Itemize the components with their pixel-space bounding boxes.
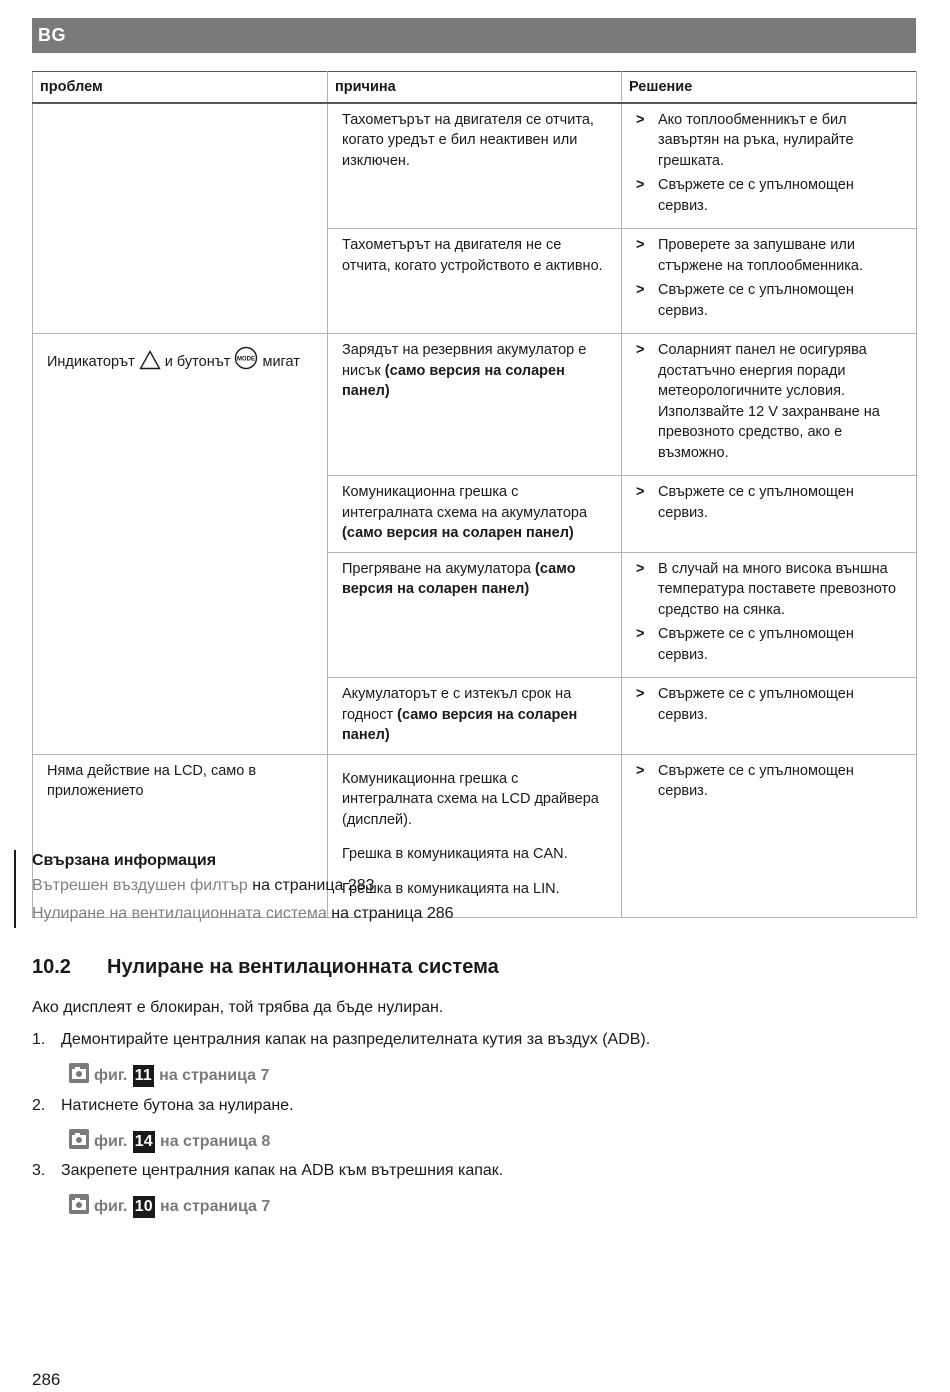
cause-text: Зарядът на резервния акумулатор е нисък xyxy=(342,342,587,379)
solution-list xyxy=(636,482,902,523)
solution-text: Свържете се с упълномощен сервиз. xyxy=(658,177,854,214)
list-item xyxy=(636,559,902,621)
chevron-right-icon: > xyxy=(636,342,645,358)
solution-text: Ако топлообменникът е бил завъртян на ръка, нулирайте грешката. xyxy=(658,111,854,169)
cause-text: Грешка в комуникацията на LIN. xyxy=(342,880,560,897)
column-header-cause: причина xyxy=(328,72,622,103)
solution-text: Свържете се с упълномощен сервиз. xyxy=(658,686,854,723)
solution-text: Проверете за запушване или стържене на топлообменника. xyxy=(658,237,864,274)
chevron-right-icon: > xyxy=(636,560,645,577)
warning-triangle-icon xyxy=(139,350,161,370)
column-header-solution: Решение xyxy=(622,72,917,103)
problem-cell-empty xyxy=(33,103,328,334)
step-number: 3. xyxy=(32,1162,46,1179)
step-text: Натиснете бутона за нулиране. xyxy=(61,1097,294,1114)
figure-label: фиг. xyxy=(94,1067,128,1084)
camera-icon xyxy=(68,1193,90,1215)
mode-button-icon xyxy=(234,346,258,370)
list-item xyxy=(636,175,902,216)
solution-list xyxy=(636,684,902,725)
problem-cell-indicator xyxy=(33,334,328,755)
solution-cell xyxy=(622,476,917,553)
table-row xyxy=(33,103,917,229)
related-link-page: на страница 283 xyxy=(252,877,375,894)
related-link-row xyxy=(32,900,732,928)
step-number: 2. xyxy=(32,1097,46,1114)
figure-page: на страница 8 xyxy=(160,1133,271,1150)
list-item xyxy=(636,110,902,172)
solution-text: Соларният панел не осигурява достатъчно енергия поради метеорологичните условия. Използвайте 12 V захранване на превозното средство, ако е възможно. xyxy=(658,342,880,461)
step-item xyxy=(32,1160,503,1182)
related-link-page: на страница 286 xyxy=(331,905,454,922)
chevron-right-icon: > xyxy=(636,282,645,298)
list-item xyxy=(636,340,902,463)
chevron-right-icon: > xyxy=(636,686,645,702)
solution-text: Свържете се с упълномощен сервиз. xyxy=(658,282,854,319)
section-title: Нулиране на вентилационната система xyxy=(107,956,499,978)
cause-text: Тахометърът на двигателя не се отчита, когато устройството е активно. xyxy=(342,237,603,274)
solution-cell xyxy=(622,229,917,334)
solution-list xyxy=(636,110,902,217)
related-link-ventilation-reset[interactable]: Нулиране на вентилационната система xyxy=(32,905,327,922)
figure-number: 11 xyxy=(133,1065,154,1087)
figure-page: на страница 7 xyxy=(159,1067,270,1084)
step-text: Демонтирайте централния капак на разпределителната кутия за въздух (ADB). xyxy=(61,1031,651,1048)
cause-cell xyxy=(328,334,622,476)
related-information xyxy=(14,850,732,928)
problem-text: мигат xyxy=(262,354,300,370)
solution-text: Свържете се с упълномощен сервиз. xyxy=(658,484,854,521)
table-row xyxy=(33,334,917,476)
table-header-row xyxy=(33,72,917,103)
section-intro: Ако дисплеят е блокиран, той трябва да бъде нулиран. xyxy=(32,999,444,1016)
cause-text: Комуникационна грешка с интегралната схема на LCD драйвера (дисплей). xyxy=(342,770,599,828)
chevron-right-icon: > xyxy=(636,762,645,779)
list-item xyxy=(636,235,902,276)
figure-number: 14 xyxy=(133,1131,155,1153)
solution-cell xyxy=(622,334,917,476)
cause-cell xyxy=(328,476,622,553)
figure-reference[interactable] xyxy=(68,1128,270,1153)
solution-list xyxy=(636,235,902,321)
cause-note: (само версия на соларен панел) xyxy=(342,706,578,743)
section-heading xyxy=(32,956,499,979)
cause-cell xyxy=(328,678,622,755)
related-link-air-filter[interactable]: Вътрешен въздушен филтър xyxy=(32,877,248,894)
section-number: 10.2 xyxy=(32,956,71,978)
chevron-right-icon: > xyxy=(636,111,645,128)
cause-text: Грешка в комуникацията на CAN. xyxy=(342,846,568,862)
list-item xyxy=(636,761,902,802)
figure-reference[interactable] xyxy=(68,1193,270,1218)
cause-note: (само версия на соларен панел) xyxy=(342,525,574,541)
problem-text: Индикаторът xyxy=(47,354,135,370)
cause-text: Комуникационна грешка с интегралната схема на акумулатора xyxy=(342,484,588,521)
solution-cell xyxy=(622,103,917,229)
list-item xyxy=(636,280,902,321)
language-header-bar xyxy=(32,18,916,53)
figure-page: на страница 7 xyxy=(160,1198,271,1215)
solution-cell xyxy=(622,552,917,678)
list-item xyxy=(636,624,902,665)
page-number: 286 xyxy=(32,1370,61,1389)
language-code: BG xyxy=(38,25,66,45)
problem-text: и бутонът xyxy=(164,354,231,370)
cause-text: Тахометърът на двигателя се отчита, когато уредът е бил неактивен или изключен. xyxy=(342,111,594,169)
solution-text: Свържете се с упълномощен сервиз. xyxy=(658,626,854,663)
step-number: 1. xyxy=(32,1031,46,1048)
solution-cell xyxy=(622,678,917,755)
solution-text: Свържете се с упълномощен сервиз. xyxy=(658,762,854,799)
solution-list xyxy=(636,340,902,463)
troubleshooting-table xyxy=(32,71,917,918)
cause-note: (само версия на соларен панел) xyxy=(342,560,576,597)
chevron-right-icon: > xyxy=(636,237,645,253)
step-text: Закрепете централния капак на ADB към вътрешния капак. xyxy=(61,1162,504,1179)
chevron-right-icon: > xyxy=(636,484,645,500)
step-item xyxy=(32,1029,650,1051)
list-item xyxy=(636,684,902,725)
cause-text: Акумулаторът е с изтекъл срок на годност xyxy=(342,686,572,723)
solution-text: В случай на много висока външна температура поставете превозното средство на сянка. xyxy=(658,560,897,618)
figure-label: фиг. xyxy=(94,1198,128,1215)
chevron-right-icon: > xyxy=(636,626,645,642)
figure-label: фиг. xyxy=(94,1133,128,1150)
camera-icon xyxy=(68,1128,90,1150)
column-header-problem: проблем xyxy=(33,72,328,103)
solution-list xyxy=(636,559,902,666)
figure-reference[interactable] xyxy=(68,1062,269,1087)
figure-number: 10 xyxy=(133,1196,155,1218)
cause-cell xyxy=(328,552,622,678)
related-link-row xyxy=(32,872,732,900)
cause-cell xyxy=(328,103,622,229)
cause-text: Прегряване на акумулатора xyxy=(342,560,531,577)
cause-note: (само версия на соларен панел) xyxy=(342,362,565,399)
step-item xyxy=(32,1095,294,1117)
chevron-right-icon: > xyxy=(636,177,645,193)
problem-text: Няма действие на LCD, само в приложението xyxy=(47,762,257,799)
related-title: Свързана информация xyxy=(32,852,217,869)
solution-list xyxy=(636,761,902,802)
svg-text:MODE: MODE xyxy=(237,356,256,363)
camera-icon xyxy=(68,1062,90,1084)
cause-cell xyxy=(328,229,622,334)
list-item xyxy=(636,482,902,523)
